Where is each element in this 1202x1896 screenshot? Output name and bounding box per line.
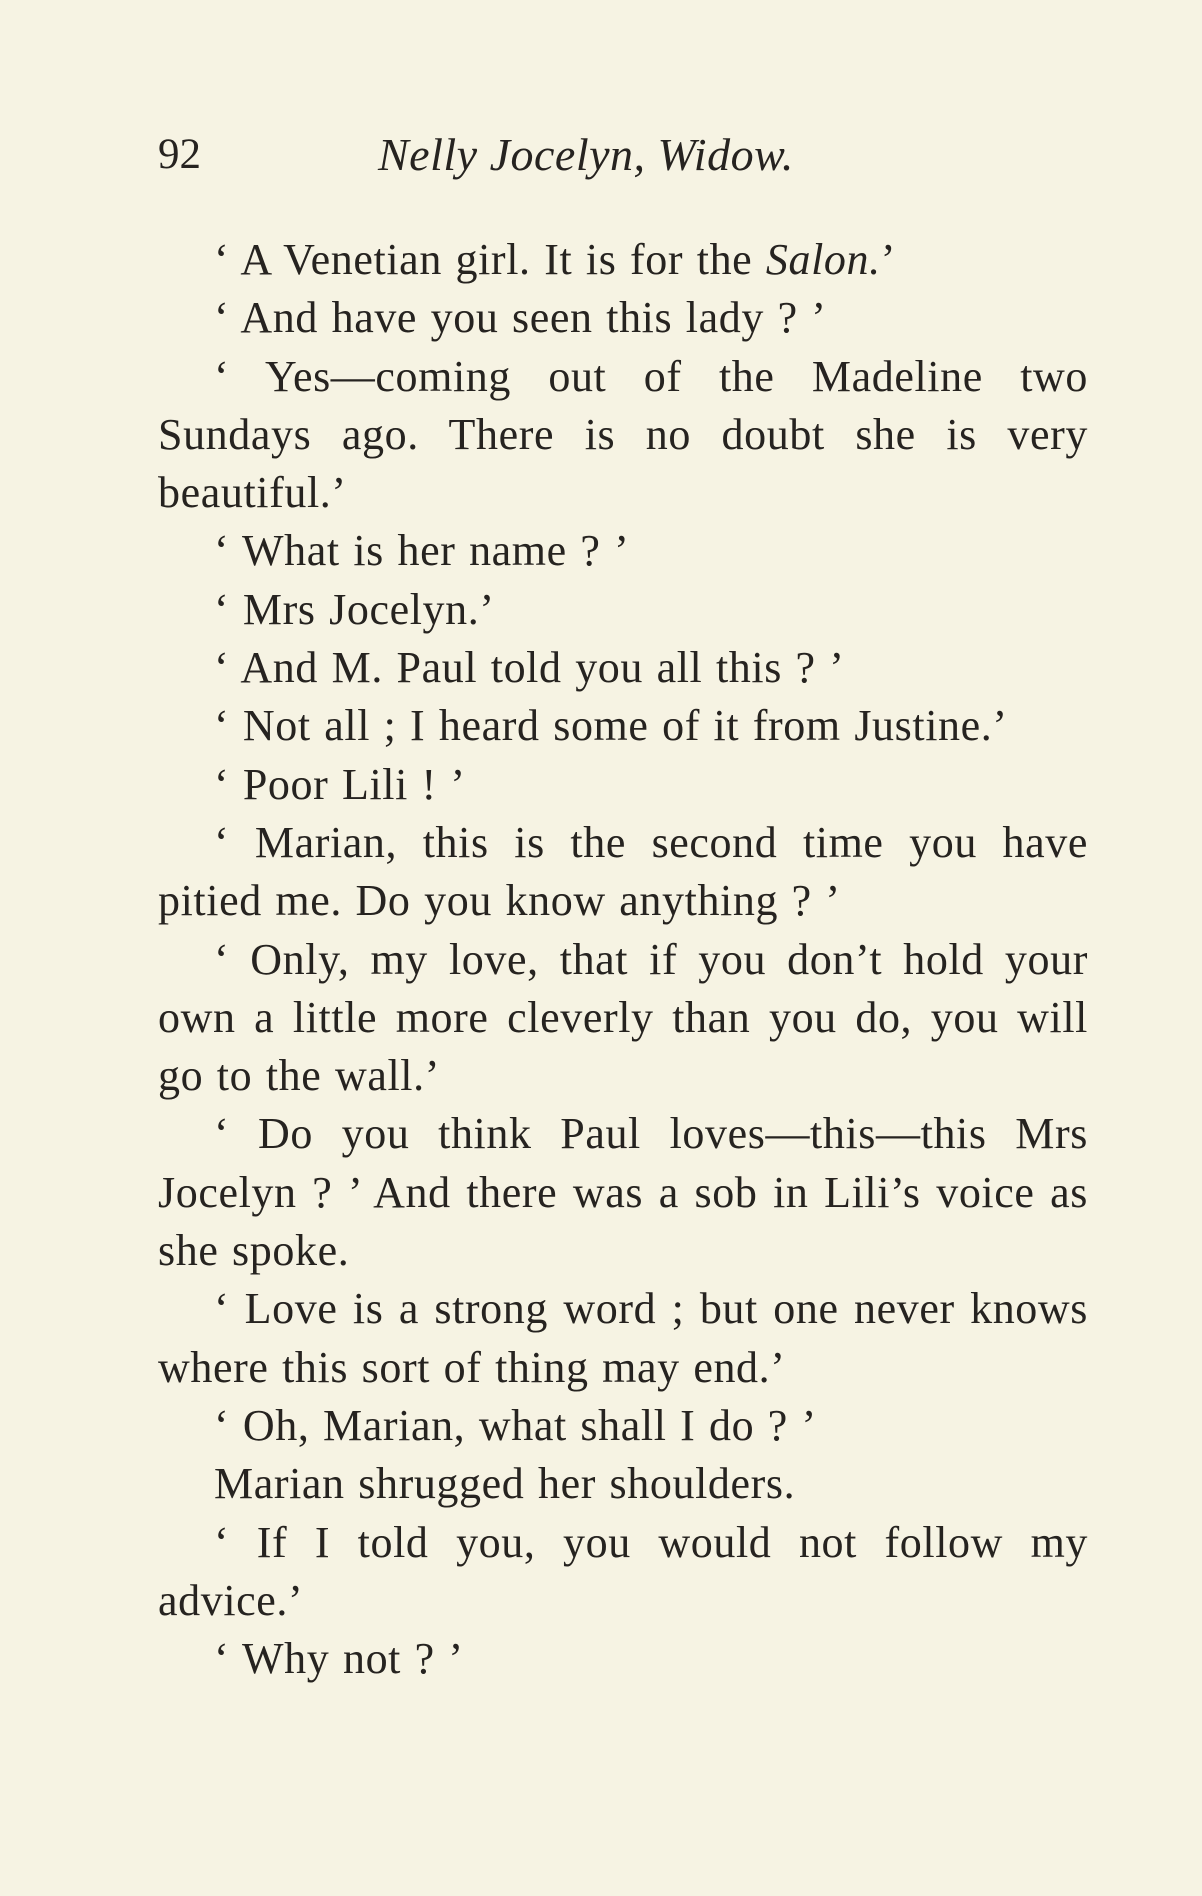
paragraph-5: ‘ Mrs Jocelyn.’	[214, 584, 495, 634]
paragraph-4: ‘ What is her name ? ’	[214, 526, 630, 576]
paragraph-1-italic: Salon.	[765, 235, 881, 284]
paragraph-8: ‘ Poor Lili ! ’	[214, 759, 466, 809]
page-header	[158, 120, 1088, 190]
paragraph-7: ‘ Not all ; I heard some of it from Justine.’	[214, 701, 1008, 751]
paragraph-14: Marian shrugged her shoulders.	[214, 1459, 796, 1509]
paragraph-1	[158, 231, 1088, 289]
paragraph-2: ‘ And have you seen this lady ? ’	[214, 293, 827, 343]
paragraph-3: ‘ Yes—coming out of the Madeline two Sundays ago. There is no doubt she is very beautiful.’	[158, 351, 1088, 518]
paragraph-11: ‘ Do you think Paul loves—this—this Mrs Jocelyn ? ’ And there was a sob in Lili’s voice as she spoke.	[158, 1109, 1088, 1276]
paragraph-6: ‘ And M. Paul told you all this ? ’	[214, 643, 845, 693]
paragraph-16: ‘ Why not ? ’	[214, 1634, 464, 1684]
paragraph-12: ‘ Love is a strong word ; but one never knows where this sort of thing may end.’	[158, 1284, 1088, 1392]
paragraph-13: ‘ Oh, Marian, what shall I do ? ’	[214, 1400, 817, 1450]
paragraph-9: ‘ Marian, this is the second time you have pitied me. Do you know anything ? ’	[158, 817, 1088, 926]
body-text	[158, 231, 1088, 1688]
paragraph-1-text: ‘ A Venetian girl. It is for the	[214, 235, 766, 284]
paragraph-15: ‘ If I told you, you would not follow my advice.’	[158, 1517, 1088, 1625]
page-number: 92	[158, 131, 201, 178]
paragraph-1-close-quote: ’	[880, 235, 896, 284]
paragraph-10: ‘ Only, my love, that if you don’t hold your own a little more cleverly than you do, you will go to the wall.’	[158, 934, 1088, 1101]
running-title: Nelly Jocelyn, Widow.	[378, 129, 794, 180]
